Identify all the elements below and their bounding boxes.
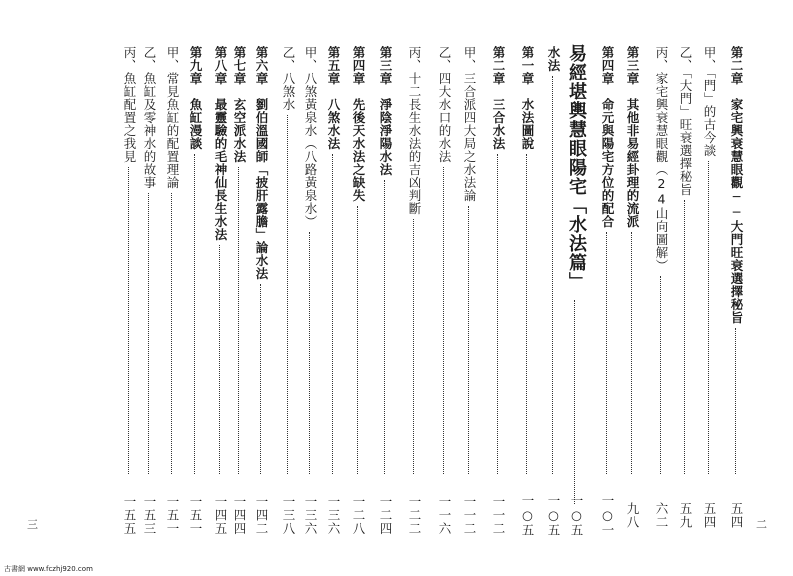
toc-entry-page: 一四二 (254, 494, 269, 536)
toc-entry-title: 丙、家宅興衰慧眼觀（24山向圖解） (654, 46, 669, 272)
leader-dots (631, 232, 632, 474)
toc-entry-page: 五四 (729, 501, 744, 529)
toc-entry-title: 第九章 魚缸漫談 (188, 46, 203, 150)
toc-entry-title: 第六章 劉伯溫國師「披肝露膽」論水法 (254, 46, 269, 280)
toc-entry-page: 九八 (625, 501, 640, 529)
toc-entry-page: 一五五 (122, 494, 137, 536)
toc-entry-w-ch5-a (301, 46, 319, 546)
toc-entry-title: 第二章 家宅興衰慧眼觀──大門旺衰選擇秘旨 (729, 46, 744, 324)
leader-dots (413, 219, 414, 474)
toc-entry-page: 一三六 (303, 494, 318, 536)
toc-entry-water-law (544, 46, 562, 546)
toc-entry-w-ch9-c (120, 46, 138, 546)
leader-dots (606, 232, 607, 474)
leader-dots (238, 167, 239, 474)
toc-entry-title: 甲、三合派四大局之水法論 (462, 46, 477, 202)
leader-dots (497, 154, 498, 474)
toc-entry-title: 乙、四大水口的水法 (437, 46, 452, 163)
toc-entry-title: 第二章 三合水法 (491, 46, 506, 150)
toc-entry-title: 第一章 水法圖說 (520, 46, 535, 150)
toc-entry-a-door (700, 46, 718, 546)
toc-entry-w-ch7 (230, 46, 248, 546)
toc-entry-w-ch5-b (279, 46, 297, 546)
leader-dots (708, 161, 709, 474)
toc-entry-title: 第三章 淨陰淨陽水法 (378, 46, 393, 176)
part-page-number: 一○五 (569, 493, 584, 537)
toc-entry-w-ch1 (518, 46, 536, 546)
toc-entry-w-ch2-b (435, 46, 453, 546)
leader-dots (443, 167, 444, 474)
leader-dots (357, 206, 358, 474)
toc-entry-title: 第八章 最靈驗的毛神仙長生水法 (213, 46, 228, 241)
leader-dots (468, 206, 469, 474)
toc-entry-w-ch6 (252, 46, 270, 546)
leader-dots (684, 200, 685, 474)
toc-entry-w-ch2 (489, 46, 507, 546)
toc-entry-title: 乙、八煞水 (281, 46, 296, 111)
leader-dots (660, 276, 661, 474)
toc-entry-title: 第五章 八煞水法 (326, 46, 341, 150)
toc-entry-title: 甲、八煞黃泉水（八路黃泉水） (303, 46, 318, 228)
toc-entry-title: 第七章 玄空派水法 (232, 46, 247, 163)
toc-entry-page: 一一六 (437, 494, 452, 536)
leader-dots (287, 115, 288, 474)
toc-entry-page: 一四五 (213, 494, 228, 536)
right-page-number: 二 (756, 518, 767, 531)
toc-entry-page: 一○五 (520, 493, 535, 537)
toc-entry-w-ch9 (186, 46, 204, 546)
toc-entry-w-ch3 (376, 46, 394, 546)
toc-entry-w-ch9-b (140, 46, 158, 546)
leader-dots (219, 245, 220, 474)
leader-dots (194, 154, 195, 474)
leader-dots (735, 328, 736, 474)
toc-entry-w-ch2-c (405, 46, 423, 546)
toc-entry-page: 五九 (678, 501, 693, 529)
toc-entry-w-ch2-a (460, 46, 478, 546)
website-footer: 古書網 www.fczhj920.com (4, 565, 93, 573)
toc-entry-title: 丙、魚缸配置之我見 (122, 46, 137, 163)
toc-entry-page: 一二八 (351, 494, 366, 536)
part-title: 易經堪輿慧眼陽宅「水法篇」 (566, 44, 587, 291)
toc-entry-title: 水法 (546, 46, 561, 72)
leader-dots (309, 232, 310, 474)
toc-entry-title: 第三章 其他非易經卦理的流派 (625, 46, 640, 228)
toc-entry-page: 一三八 (281, 494, 296, 536)
toc-entry-page: 一五一 (188, 494, 203, 536)
toc-entry-ch4-life (598, 46, 616, 546)
toc-entry-page: 一三六 (326, 494, 341, 536)
part-leader-dots (574, 300, 575, 504)
toc-entry-page: 一四四 (232, 494, 247, 536)
toc-entry-page: 一五三 (142, 494, 157, 536)
leader-dots (260, 284, 261, 474)
leader-dots (384, 180, 385, 474)
toc-entry-b-door (676, 46, 694, 546)
toc-entry-title: 乙、「大門」旺衰選擇秘旨 (678, 46, 693, 196)
toc-entry-w-ch9-a (163, 46, 181, 546)
leader-dots (128, 167, 129, 474)
leader-dots (332, 154, 333, 474)
toc-entry-page: 五四 (702, 501, 717, 529)
toc-entry-title: 乙、魚缸及零神水的故事 (142, 46, 157, 189)
toc-entry-page: 六二 (654, 501, 669, 529)
toc-entry-title: 甲、常見魚缸的配置理論 (165, 46, 180, 189)
toc-entry-title: 甲、「門」的古今談 (702, 46, 717, 157)
toc-entry-w-ch4 (349, 46, 367, 546)
toc-entry-page: 一二二 (407, 494, 422, 536)
toc-entry-page: 一二四 (378, 494, 393, 536)
toc-entry-page: 一五一 (165, 494, 180, 536)
toc-entry-page: 一○五 (546, 493, 561, 537)
toc-entry-ch3-other (623, 46, 641, 546)
toc-entry-title: 第四章 先後天水法之缺失 (351, 46, 366, 202)
toc-entry-page: 一一二 (491, 494, 506, 536)
toc-entry-w-ch8 (211, 46, 229, 546)
toc-entry-ch2-wealth (727, 46, 745, 546)
toc-entry-c-home (652, 46, 670, 546)
leader-dots (171, 193, 172, 474)
toc-entry-page: 一○一 (600, 493, 615, 537)
toc-entry-w-ch5 (324, 46, 342, 546)
toc-entry-title: 第四章 命元與陽宅方位的配合 (600, 46, 615, 228)
leader-dots (148, 193, 149, 474)
toc-entry-title: 丙、十二長生水法的吉凶判斷 (407, 46, 422, 215)
left-page-number: 三 (27, 518, 38, 531)
leader-dots (552, 76, 553, 474)
toc-entry-page: 一一二 (462, 494, 477, 536)
leader-dots (526, 154, 527, 474)
